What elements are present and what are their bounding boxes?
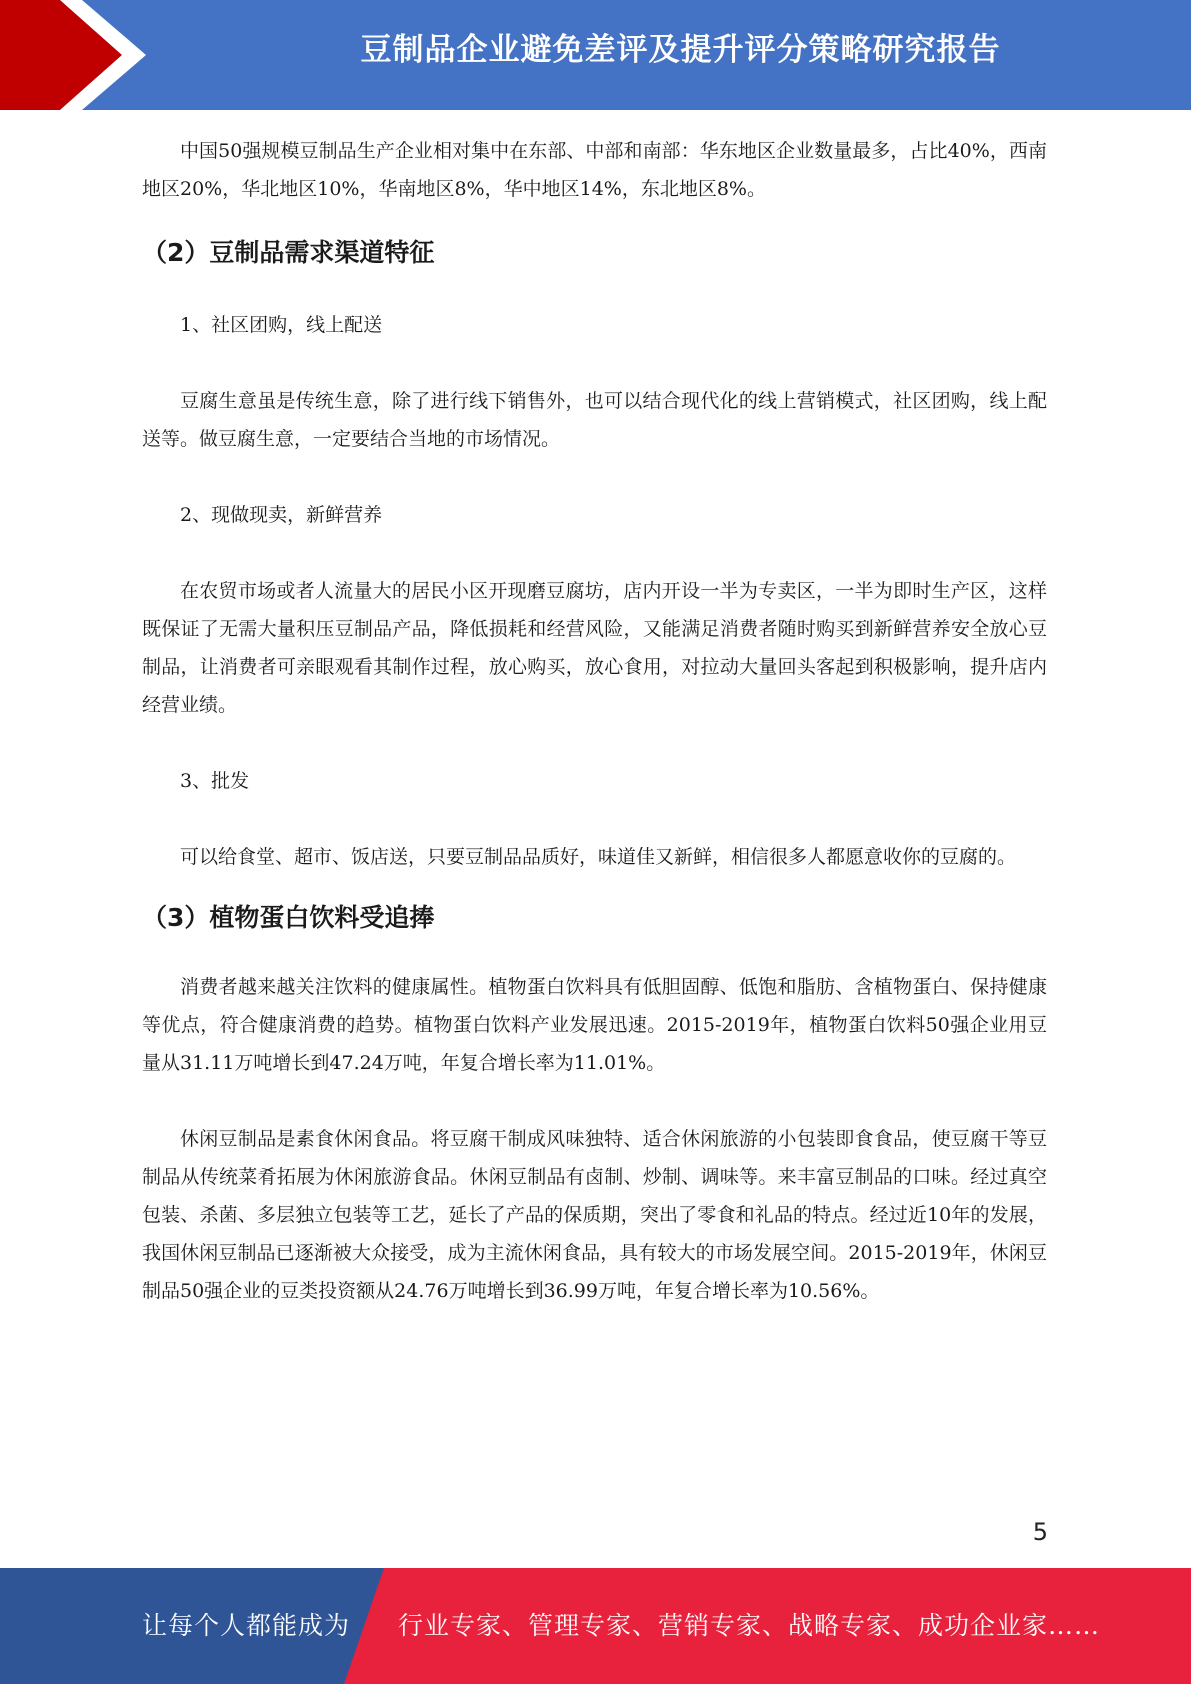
intro-paragraph: 中国50强规模豆制品生产企业相对集中在东部、中部和南部：华东地区企业数量最多，占比40%，西南地区20%，华北地区10%，华南地区8%，华中地区14%，东北地区8%。: [142, 140, 1047, 200]
footer-slogan-right: 行业专家、管理专家、营销专家、战略专家、成功企业家……: [398, 1611, 1101, 1640]
section3-paragraph-1: 消费者越来越关注饮料的健康属性。植物蛋白饮料具有低胆固醇、低饱和脂肪、含植物蛋白、保持健康等优点，符合健康消费的趋势。植物蛋白饮料产业发展迅速。2015-2019年，植物蛋白饮料50强企业用豆量从31.11万吨增长到47.24万吨，年复合增长率为11.01%。: [142, 976, 1047, 1074]
list-item-title-3: 3、批发: [180, 770, 250, 792]
list-item-text-1: 豆腐生意虽是传统生意，除了进行线下销售外，也可以结合现代化的线上营销模式，社区团购，线上配送等。做豆腐生意，一定要结合当地的市场情况。: [142, 390, 1047, 450]
document-title: 豆制品企业避免差评及提升评分策略研究报告: [360, 32, 1001, 68]
list-item-text-2: 在农贸市场或者人流量大的居民小区开现磨豆腐坊，店内开设一半为专卖区，一半为即时生产区，这样既保证了无需大量积压豆制品产品，降低损耗和经营风险，又能满足消费者随时购买到新鲜营养安全放心豆制品，让消费者可亲眼观看其制作过程，放心购买，放心食用，对拉动大量回头客起到积极影响，提升店内经营业绩。: [142, 580, 1047, 716]
page-number: 5: [1032, 1518, 1048, 1546]
section-heading-2: （2）豆制品需求渠道特征: [142, 238, 435, 267]
header-arrow-shape: [0, 0, 180, 110]
list-item-title-1: 1、社区团购，线上配送: [180, 314, 383, 336]
header-banner: [0, 0, 1191, 110]
list-item-title-2: 2、现做现卖，新鲜营养: [180, 504, 383, 526]
footer-banner: [0, 1568, 1191, 1684]
main-content: [142, 132, 1047, 1310]
list-item-text-3: 可以给食堂、超市、饭店送，只要豆制品品质好，味道佳又新鲜，相信很多人都愿意收你的豆腐的。: [180, 846, 1017, 868]
section3-paragraph-2: 休闲豆制品是素食休闲食品。将豆腐干制成风味独特、适合休闲旅游的小包装即食食品，使豆腐干等豆制品从传统菜肴拓展为休闲旅游食品。休闲豆制品有卤制、炒制、调味等。来丰富豆制品的口味。经过真空包装、杀菌、多层独立包装等工艺，延长了产品的保质期，突出了零食和礼品的特点。经过近10年的发展，我国休闲豆制品已逐渐被大众接受，成为主流休闲食品，具有较大的市场发展空间。2015-2019年，休闲豆制品50强企业的豆类投资额从24.76万吨增长到36.99万吨，年复合增长率为10.56%。: [142, 1128, 1047, 1302]
section-heading-3: （3）植物蛋白饮料受追捧: [142, 903, 435, 932]
footer-slogan-left: 让每个人都能成为: [142, 1611, 351, 1640]
